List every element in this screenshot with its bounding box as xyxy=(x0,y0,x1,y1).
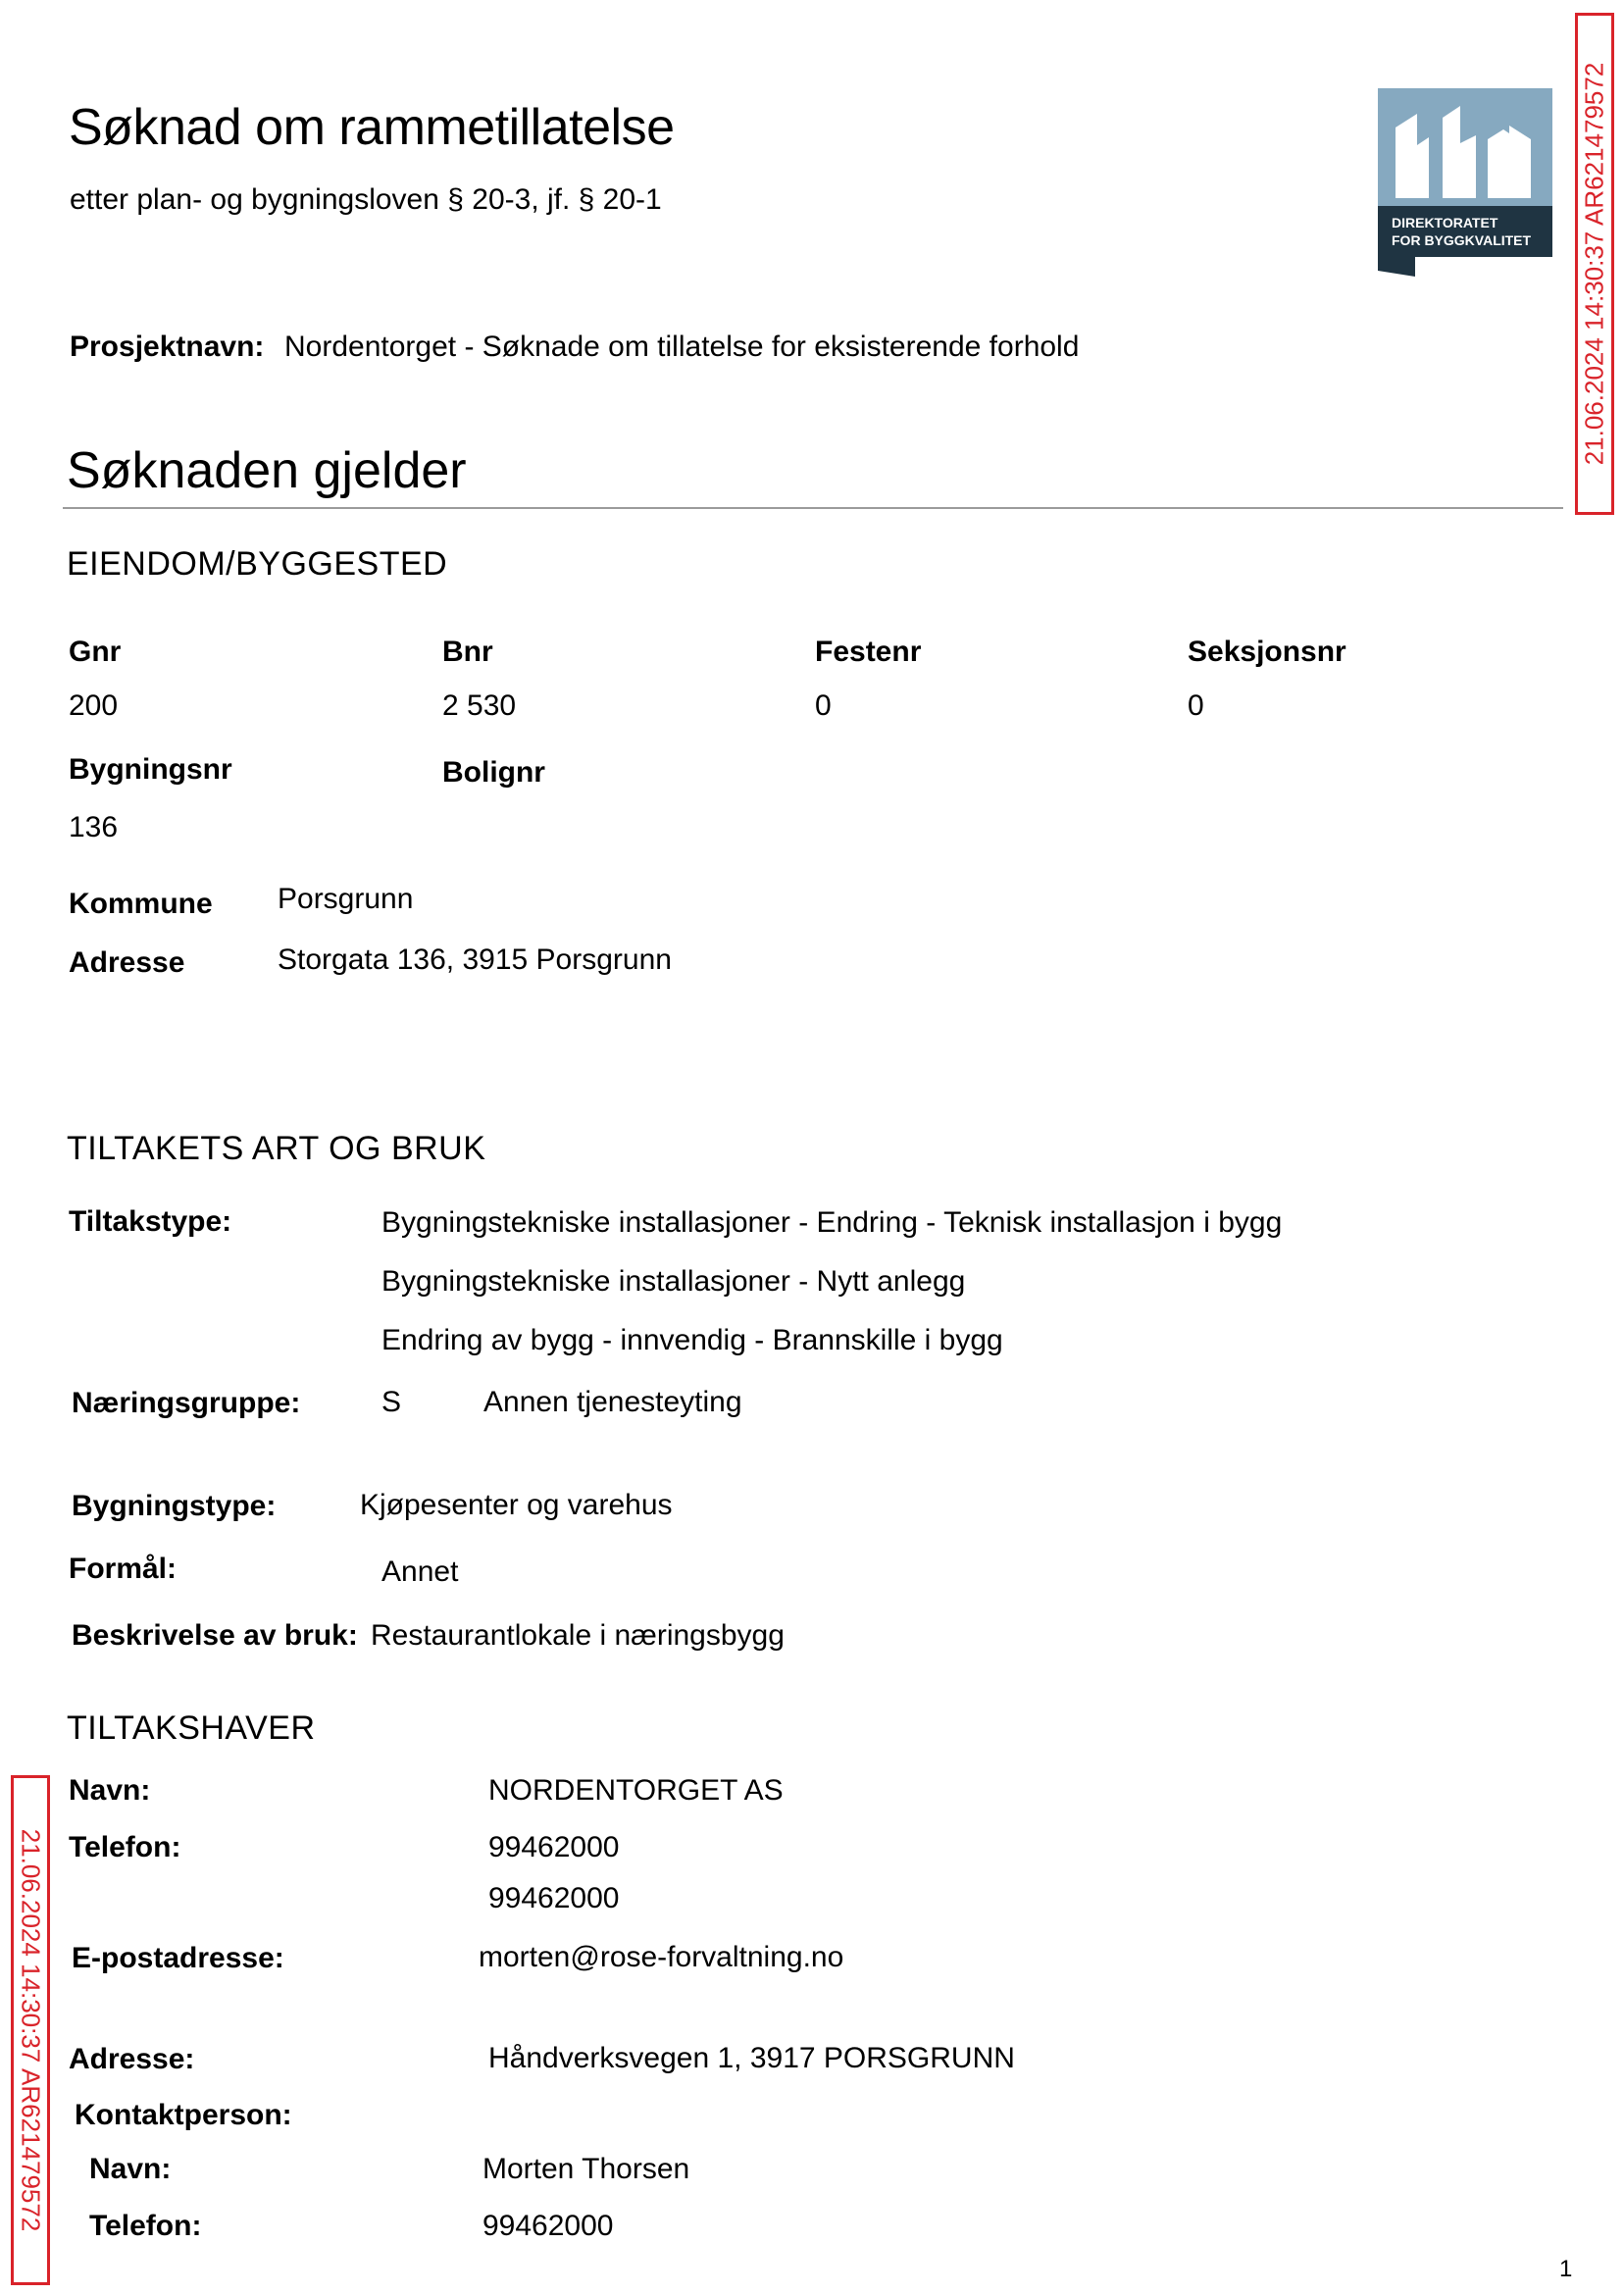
tiltakshaver-adresse-label: Adresse: xyxy=(69,2043,195,2075)
project-name: Nordentorget - Søknade om tillatelse for eksisterende forhold xyxy=(284,331,1080,363)
archive-stamp-bottom xyxy=(11,1775,50,2285)
telefon-label: Telefon: xyxy=(69,1831,181,1863)
bygningsnr-label: Bygningsnr xyxy=(69,753,232,786)
navn-label: Navn: xyxy=(69,1774,151,1807)
kontaktperson-label: Kontaktperson: xyxy=(75,2099,292,2131)
formal-label: Formål: xyxy=(69,1553,178,1585)
festenr-value: 0 xyxy=(815,689,832,722)
dibk-logo xyxy=(1378,88,1552,277)
tiltakstype-item: Endring av bygg - innvendig - Brannskille i bygg xyxy=(381,1324,1003,1356)
kontakt-navn-value: Morten Thorsen xyxy=(482,2153,690,2185)
beskrivelse-value: Restaurantlokale i næringsbygg xyxy=(371,1619,785,1652)
dibk-logo-icon xyxy=(1378,88,1552,277)
tiltakstype-item: Bygningstekniske installasjoner - Endring - Teknisk installasjon i bygg xyxy=(381,1206,1283,1239)
telefon-value-2: 99462000 xyxy=(488,1882,620,1914)
seksjonsnr-label: Seksjonsnr xyxy=(1188,636,1346,668)
bnr-value: 2 530 xyxy=(442,689,517,722)
beskrivelse-label: Beskrivelse av bruk: xyxy=(72,1619,358,1652)
document-subtitle: etter plan- og bygningsloven § 20-3, jf. § 20-1 xyxy=(70,183,662,216)
kontakt-navn-label: Navn: xyxy=(89,2153,172,2185)
logo-text-line1: DIREKTORATET xyxy=(1392,215,1498,230)
bnr-label: Bnr xyxy=(442,636,493,668)
adresse-label: Adresse xyxy=(69,946,185,979)
epost-label: E-postadresse: xyxy=(72,1942,284,1974)
kontakt-telefon-value: 99462000 xyxy=(482,2210,614,2242)
bygningsnr-value: 136 xyxy=(69,811,119,843)
bygningstype-value: Kjøpesenter og varehus xyxy=(360,1489,673,1521)
telefon-value: 99462000 xyxy=(488,1831,620,1863)
property-heading: EIENDOM/BYGGESTED xyxy=(67,545,448,583)
festenr-label: Festenr xyxy=(815,636,922,668)
navn-value: NORDENTORGET AS xyxy=(488,1774,784,1807)
tiltakshaver-adresse-value: Håndverksvegen 1, 3917 PORSGRUNN xyxy=(488,2042,1015,2074)
gnr-label: Gnr xyxy=(69,636,122,668)
section-title: Søknaden gjelder xyxy=(67,442,467,499)
tiltakstype-label: Tiltakstype: xyxy=(69,1205,232,1238)
naeringsgruppe-code: S xyxy=(381,1386,402,1418)
seksjonsnr-value: 0 xyxy=(1188,689,1204,722)
archive-stamp-text: 21.06.2024 14:30:37 AR621479572 xyxy=(16,1828,46,2232)
adresse-value: Storgata 136, 3915 Porsgrunn xyxy=(278,943,672,976)
kontakt-telefon-label: Telefon: xyxy=(89,2210,202,2242)
kommune-value: Porsgrunn xyxy=(278,883,414,915)
bygningstype-label: Bygningstype: xyxy=(72,1490,277,1522)
tiltakshaver-heading: TILTAKSHAVER xyxy=(67,1709,316,1747)
epost-value: morten@rose-forvaltning.no xyxy=(479,1941,844,1973)
naeringsgruppe-label: Næringsgruppe: xyxy=(72,1387,301,1419)
kommune-label: Kommune xyxy=(69,888,213,920)
section-divider xyxy=(63,507,1563,509)
tiltakstype-item: Bygningstekniske installasjoner - Nytt anlegg xyxy=(381,1265,966,1298)
tiltak-heading: TILTAKETS ART OG BRUK xyxy=(67,1130,486,1167)
page-number: 1 xyxy=(1559,2256,1573,2282)
logo-text-line2: FOR BYGGKVALITET xyxy=(1392,232,1532,248)
gnr-value: 200 xyxy=(69,689,119,722)
archive-stamp-text: 21.06.2024 14:30:37 AR621479572 xyxy=(1579,62,1609,466)
naeringsgruppe-value: Annen tjenesteyting xyxy=(483,1386,742,1418)
project-label: Prosjektnavn: xyxy=(70,331,265,363)
formal-value: Annet xyxy=(381,1555,459,1588)
bolignr-label: Bolignr xyxy=(442,756,545,789)
document-title: Søknad om rammetillatelse xyxy=(69,99,675,156)
archive-stamp-top xyxy=(1575,13,1614,515)
